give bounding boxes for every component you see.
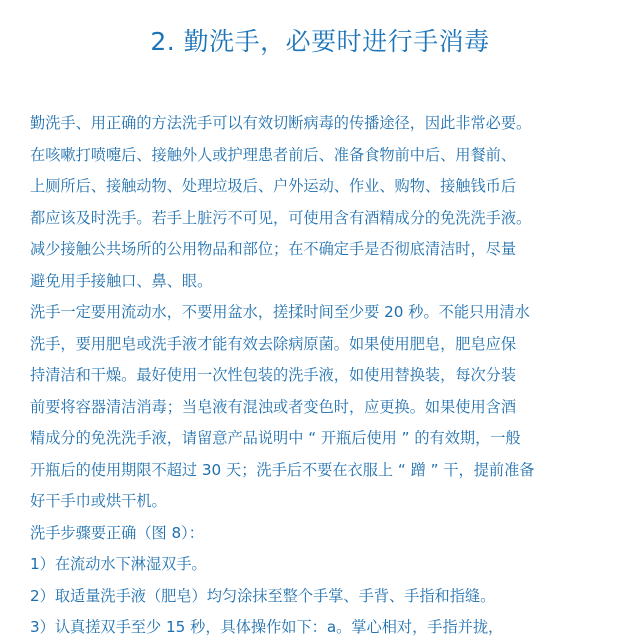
text-line: 上厕所后、接触动物、处理垃圾后、户外运动、作业、购物、接触钱币后 [30,177,516,195]
text-line: 前要将容器清洁消毒；当皂液有混浊或者变色时，应更换。如果使用含酒 [30,397,516,416]
text-line: 开瓶后的使用期限不超过 30 天；洗手后不要在衣服上 “ 蹭 ” 干，提前准备 [30,460,535,479]
text-line: 在咳嗽打喷嚏后、接触外人或护理患者前后、准备食物前中后、用餐前、 [30,145,516,164]
text-line: 勤洗手、用正确的方法洗手可以有效切断病毒的传播途径，因此非常必要。 [30,114,532,132]
text-line: 洗手，要用肥皂或洗手液才能有效去除病原菌。如果使用肥皂，肥皂应保 [30,334,516,353]
text-line: 洗手一定要用流动水，不要用盆水，搓揉时间至少要 20 秒。不能只用清水 [30,303,530,321]
section-heading: 2. 勤洗手，必要时进行手消毒 [150,27,490,56]
text-line: 好干手巾或烘干机。 [30,492,167,510]
text-line: 持清洁和干燥。最好使用一次性包装的洗手液，如使用替换装，每次分装 [30,366,516,384]
text-line: 洗手步骤要正确（图 8）： [30,523,204,542]
text-line: 精成分的免洗洗手液，请留意产品说明中 “ 开瓶后使用 ” 的有效期，一般 [30,429,521,447]
text-line: 避免用手接触口、鼻、眼。 [30,271,213,290]
list-item: 1）在流动水下淋湿双手。 [30,555,207,573]
text-line: 减少接触公共场所的公用物品和部位；在不确定手是否彻底清洁时，尽量 [30,240,516,258]
body-text [30,108,630,640]
list-item: 2）取适量洗手液（肥皂）均匀涂抹至整个手掌、手背、手指和指缝。 [30,586,496,605]
list-item: 3）认真搓双手至少 15 秒，具体操作如下：a。掌心相对，手指并拢， [30,618,504,636]
text-line: 都应该及时洗手。若手上脏污不可见，可使用含有酒精成分的免洗洗手液。 [30,208,532,227]
